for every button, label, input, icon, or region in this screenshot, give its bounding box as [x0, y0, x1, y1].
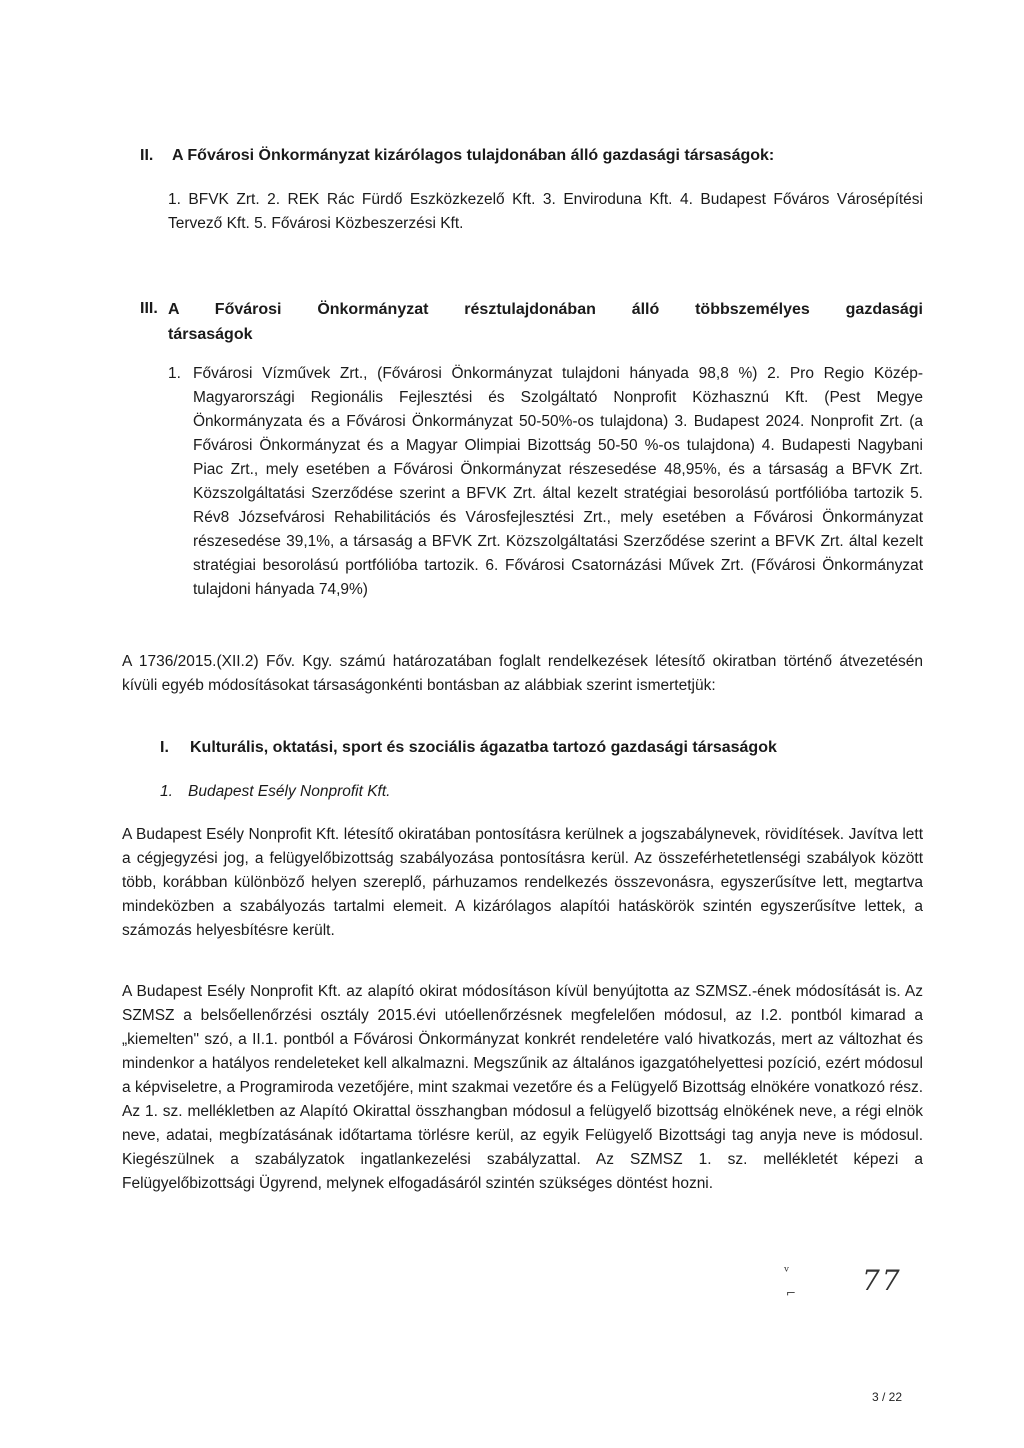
- section-ii-number: II.: [140, 147, 154, 164]
- section-ii-title: A Fővárosi Önkormányzat kizárólagos tulajdonában álló gazdasági társaságok:: [172, 147, 775, 164]
- section-iii-heading: [140, 297, 923, 347]
- handwritten-page-number: 77: [862, 1264, 902, 1297]
- section-i-title: Kulturális, oktatási, sport és szociális ágazatba tartozó gazdasági társaságok: [190, 739, 777, 756]
- section-ii-body: 1. BFVK Zrt. 2. REK Rác Fürdő Eszközkezelő Kft. 3. Enviroduna Kft. 4. Budapest Főváros Városépítési Tervező Kft. 5. Fővárosi Közbeszerzési Kft.: [168, 191, 923, 232]
- section-i-number: I.: [160, 739, 169, 756]
- handwritten-tick-mark: ᵛ: [784, 1264, 790, 1280]
- section-iii-item-number: 1.: [168, 365, 181, 382]
- subsection-1-heading: [160, 780, 390, 804]
- paragraph-2: A Budapest Esély Nonprofit Kft. az alapító okirat módosításon kívül benyújtotta az SZMSZ.-ének módosítását is. Az SZMSZ a belsőellenőrzési osztály 2015.évi utóellenőrzésnek megfelelően módosul, az I.2. pontból kimarad a „kiemelten" szó, a II.1. pontból a Fővárosi Önkormányzat konkrét rendeletére való hivatkozás, mert az változhat és mindenkor a hatályos rendeleteket kell alkalmazni. Megszűnik az általános igazgatóhelyettesi pozíció, ezért módosul a képviseletre, a Programiroda vezetőjére, mint szakmai vezetőre és a Felügyelő Bizottság elnökére vonatkozó rész. Az 1. sz. mellékletben az Alapító Okirattal összhangban módosul a felügyelő bizottság elnökének neve, a régi elnök neve, adatai, megbízatásának időtartama törlésre kerül, az egyik Felügyelő Bizottsági tag anyja neve is módosul. Kiegészülnek a szabályzatok ingatlankezelési szabályzattal. Az SZMSZ 1. sz. mellékletét képezi a Felügyelőbizottsági Ügyrend, melynek elfogadásáról szintén szükséges döntést hozni.: [122, 983, 923, 1192]
- subsection-1-number: 1.: [160, 783, 173, 800]
- section-iii-title: A Fővárosi Önkormányzat résztulajdonában álló többszemélyes gazdasági társaságok: [168, 301, 923, 343]
- page-number: 3 / 22: [872, 1390, 903, 1404]
- section-iii-number: III.: [140, 300, 158, 317]
- intro-paragraph: A 1736/2015.(XII.2) Főv. Kgy. számú határozatában foglalt rendelkezések létesítő okiratban történő átvezetésén kívüli egyéb módosításokat társaságonkénti bontásban az alábbiak szerint ismertetjük:: [122, 653, 923, 694]
- section-iii-body: [168, 362, 923, 602]
- section-i-heading: [160, 736, 920, 760]
- handwritten-dash-mark: ⌐: [786, 1286, 797, 1300]
- paragraph-1: A Budapest Esély Nonprofit Kft. létesítő okiratában pontosításra kerülnek a jogszabálynevek, rövidítések. Javítva lett a cégjegyzési jog, a felügyelőbizottság szabályozása pontosításra kerül. Az összeférhetetlenségi szabályok között több, korábban különböző helyen szereplő, párhuzamos rendelkezés összevonásra, egyszerűsítve lett, megtartva mindeközben a szabályozás tartalmi elemeit. A kizárólagos alapítói hatáskörök szintén egyszerűsítve lettek, a számozás helyesbítésre került.: [122, 826, 923, 939]
- section-iii-body-text: Fővárosi Vízművek Zrt., (Fővárosi Önkormányzat tulajdoni hányada 98,8 %) 2. Pro Regio Közép-Magyarországi Regionális Fejlesztési és Szolgáltató Nonprofit Közhasznú Kft. (Pest Megye Önkormányzata és a Fővárosi Önkormányzat 50-50%-os tulajdona) 3. Budapest 2024. Nonprofit Zrt. (a Fővárosi Önkormányzat és a Magyar Olimpiai Bizottság 50-50 %-os tulajdona) 4. Budapesti Nagybani Piac Zrt., mely esetében a Fővárosi Önkormányzat részesedése 48,95%, és a társaság a BFVK Zrt. Közszolgáltatási Szerződése szerint a BFVK Zrt. által kezelt stratégiai besorolású portfólióba tartozik 5. Rév8 Józsefvárosi Rehabilitációs és Városfejlesztési Zrt., mely esetében a Fővárosi Önkormányzat részesedése 39,1%, a társaság a BFVK Zrt. Közszolgáltatási Szerződése szerint a BFVK Zrt. által kezelt stratégiai besorolású portfólióba tartozik. 6. Fővárosi Csatornázási Művek Zrt. (Fővárosi Önkormányzat tulajdoni hányada 74,9%): [193, 365, 923, 598]
- section-ii-heading: [140, 144, 930, 168]
- subsection-1-title: Budapest Esély Nonprofit Kft.: [188, 783, 391, 800]
